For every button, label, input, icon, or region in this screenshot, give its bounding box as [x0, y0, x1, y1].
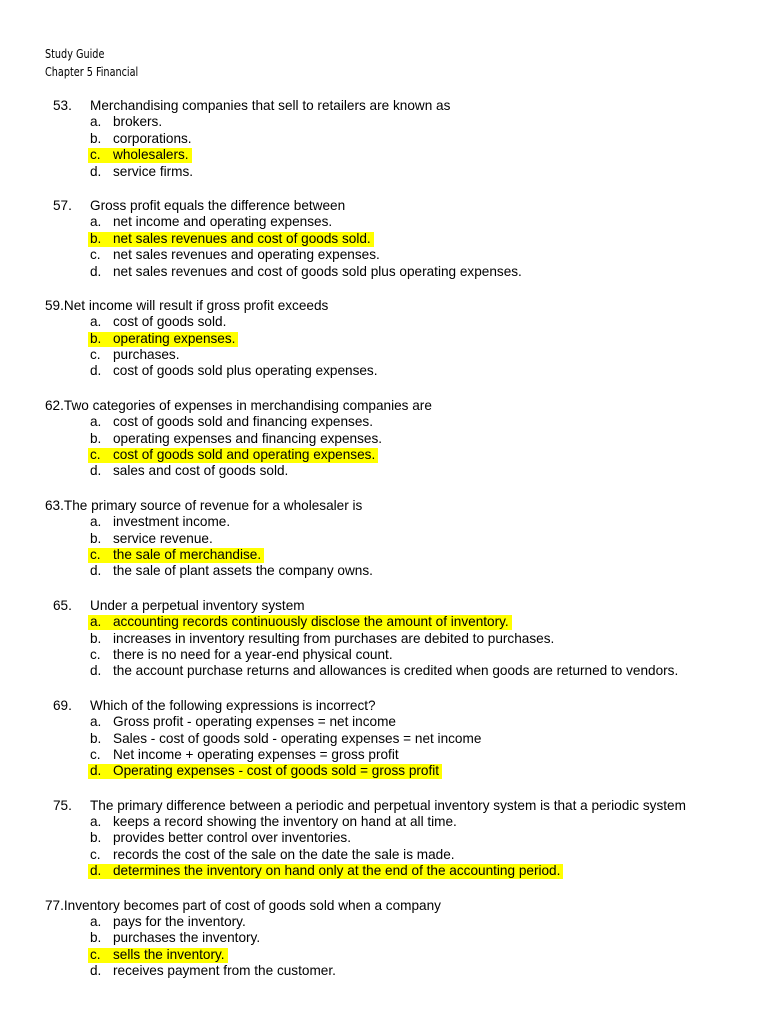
option-letter: a. [90, 314, 102, 330]
option-text: accounting records continuously disclose the amount of inventory. [113, 614, 509, 630]
option-text: operating expenses and financing expenses. [113, 430, 383, 446]
question-item [0, 198, 768, 280]
document-header [45, 45, 138, 81]
answer-option [0, 914, 768, 930]
option-letter: c. [90, 746, 101, 762]
question-number: 77. [45, 897, 64, 913]
question-number: 62. [45, 397, 64, 413]
option-letter: b. [90, 530, 102, 546]
question-number: 63. [45, 497, 64, 513]
option-letter: b. [90, 630, 102, 646]
question-line [0, 498, 768, 514]
answer-option-highlighted [0, 614, 768, 630]
answer-option [0, 363, 768, 379]
answer-option [0, 631, 768, 647]
option-text: operating expenses. [113, 330, 236, 346]
option-text: cost of goods sold plus operating expenses. [113, 363, 378, 379]
option-text: the sale of plant assets the company owns. [113, 563, 373, 579]
answer-option [0, 963, 768, 979]
option-letter: a. [90, 514, 102, 530]
answer-option [0, 930, 768, 946]
option-text: brokers. [113, 114, 163, 130]
option-text: the account purchase returns and allowances is credited when goods are returned to vendors. [113, 663, 679, 679]
option-text: net income and operating expenses. [113, 214, 333, 230]
option-letter: c. [90, 846, 101, 862]
option-letter: d. [90, 763, 102, 779]
option-text: records the cost of the sale on the date the sale is made. [113, 846, 455, 862]
question-text: Merchandising companies that sell to retailers are known as [90, 98, 451, 113]
answer-option [0, 847, 768, 863]
answer-option [0, 314, 768, 330]
question-line [0, 598, 768, 614]
answer-option-highlighted [0, 331, 768, 347]
option-letter: c. [90, 546, 101, 562]
option-letter: d. [90, 963, 102, 979]
option-text: service firms. [113, 163, 194, 179]
question-item [0, 598, 768, 680]
answer-option-highlighted [0, 947, 768, 963]
question-item [0, 298, 768, 380]
option-text: sells the inventory. [113, 946, 225, 962]
question-line [0, 898, 768, 914]
question-number: 75. [53, 797, 72, 813]
question-line [0, 298, 768, 314]
option-letter: a. [90, 414, 102, 430]
question-text: Which of the following expressions is incorrect? [90, 697, 376, 713]
question-line [0, 98, 768, 114]
option-letter: a. [90, 714, 102, 730]
option-letter: b. [90, 730, 102, 746]
option-text: there is no need for a year-end physical count. [113, 646, 393, 662]
answer-option [0, 647, 768, 663]
answer-option [0, 747, 768, 763]
option-text: increases in inventory resulting from purchases are debited to purchases. [113, 630, 555, 646]
question-text: Gross profit equals the difference between [90, 197, 346, 213]
option-letter: b. [90, 130, 102, 146]
answer-option-highlighted [0, 147, 768, 163]
option-letter: a. [90, 114, 102, 130]
option-letter: a. [90, 614, 102, 630]
option-text: service revenue. [113, 530, 213, 546]
question-item [0, 798, 768, 880]
question-line [0, 698, 768, 714]
option-letter: a. [90, 814, 102, 830]
option-letter: b. [90, 830, 102, 846]
answer-option [0, 514, 768, 530]
option-text: corporations. [113, 130, 192, 146]
answer-option [0, 731, 768, 747]
question-text: Two categories of expenses in merchandising companies are [63, 397, 432, 413]
answer-option [0, 814, 768, 830]
option-letter: c. [90, 447, 101, 463]
answer-option-highlighted [0, 231, 768, 247]
option-letter: d. [90, 863, 102, 879]
option-text: sales and cost of goods sold. [113, 463, 289, 479]
option-letter: c. [90, 147, 101, 163]
answer-option [0, 247, 768, 263]
option-letter: d. [90, 163, 102, 179]
question-text: The primary difference between a periodic and perpetual inventory system is that a periodic system [90, 797, 686, 813]
option-text: receives payment from the customer. [113, 963, 336, 979]
option-text: investment income. [113, 514, 231, 530]
question-item [0, 98, 768, 180]
answer-option-highlighted [0, 547, 768, 563]
question-number: 59. [45, 297, 64, 313]
answer-option [0, 264, 768, 280]
answer-option [0, 714, 768, 730]
option-text: pays for the inventory. [113, 914, 246, 930]
option-letter: a. [90, 914, 102, 930]
question-line [0, 798, 768, 814]
option-text: net sales revenues and cost of goods sold plus operating expenses. [113, 263, 522, 279]
option-letter: b. [90, 930, 102, 946]
answer-option-highlighted [0, 763, 768, 779]
answer-option [0, 414, 768, 430]
option-letter: b. [90, 330, 102, 346]
answer-option [0, 431, 768, 447]
question-line [0, 198, 768, 214]
option-letter: d. [90, 363, 102, 379]
option-text: the sale of merchandise. [113, 546, 262, 562]
option-text: purchases. [113, 347, 180, 363]
option-letter: c. [90, 946, 101, 962]
option-text: Gross profit - operating expenses = net income [113, 714, 396, 730]
answer-option [0, 531, 768, 547]
header-title: Study Guide [45, 46, 105, 61]
option-letter: b. [90, 230, 102, 246]
question-number: 69. [53, 697, 72, 713]
question-text: The primary source of revenue for a wholesaler is [63, 497, 363, 513]
question-item [0, 898, 768, 980]
question-text: Under a perpetual inventory system [90, 597, 305, 613]
option-letter: c. [90, 347, 101, 363]
question-number: 57. [53, 197, 72, 213]
option-text: purchases the inventory. [113, 930, 261, 946]
option-text: Operating expenses - cost of goods sold = gross profit [113, 763, 440, 779]
question-line [0, 398, 768, 414]
option-text: keeps a record showing the inventory on hand at all time. [113, 814, 457, 830]
option-letter: d. [90, 263, 102, 279]
option-letter: d. [90, 563, 102, 579]
option-text: provides better control over inventories. [113, 830, 352, 846]
option-letter: c. [90, 646, 101, 662]
answer-option [0, 347, 768, 363]
question-number: 53. [53, 98, 72, 113]
option-letter: d. [90, 463, 102, 479]
option-letter: d. [90, 663, 102, 679]
answer-option [0, 663, 768, 679]
answer-option [0, 131, 768, 147]
option-text: Sales - cost of goods sold - operating expenses = net income [113, 730, 482, 746]
question-item [0, 498, 768, 580]
answer-option-highlighted [0, 447, 768, 463]
header-subtitle: Chapter 5 Financial [45, 64, 139, 79]
answer-option [0, 114, 768, 130]
question-item [0, 398, 768, 480]
question-list [0, 98, 768, 998]
question-text: Net income will result if gross profit exceeds [63, 297, 329, 313]
answer-option [0, 830, 768, 846]
answer-option [0, 164, 768, 180]
question-number: 65. [53, 597, 72, 613]
option-text: Net income + operating expenses = gross profit [113, 746, 399, 762]
option-text: cost of goods sold and operating expenses. [113, 447, 376, 463]
answer-option [0, 563, 768, 579]
question-item [0, 698, 768, 780]
option-letter: b. [90, 430, 102, 446]
option-text: cost of goods sold and financing expenses. [113, 414, 373, 430]
answer-option-highlighted [0, 863, 768, 879]
option-text: net sales revenues and cost of goods sold. [113, 230, 371, 246]
option-text: wholesalers. [113, 147, 189, 163]
option-letter: a. [90, 214, 102, 230]
answer-option [0, 214, 768, 230]
option-text: cost of goods sold. [113, 314, 227, 330]
option-text: net sales revenues and operating expenses. [113, 247, 380, 263]
option-text: determines the inventory on hand only at the end of the accounting period. [113, 863, 561, 879]
option-letter: c. [90, 247, 101, 263]
question-text: Inventory becomes part of cost of goods sold when a company [63, 897, 441, 913]
answer-option [0, 463, 768, 479]
